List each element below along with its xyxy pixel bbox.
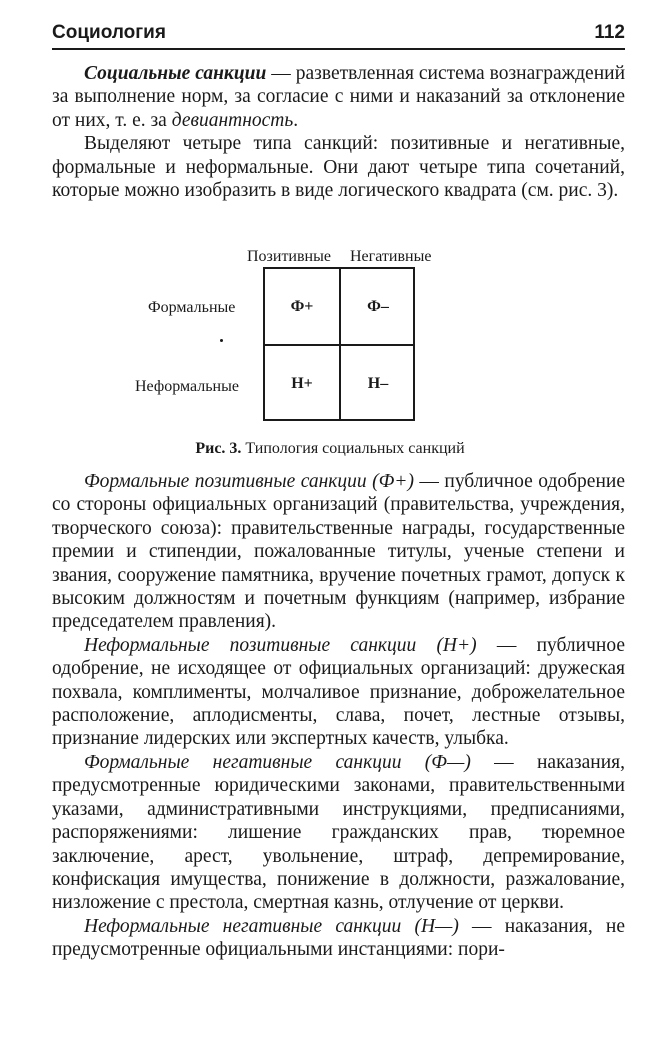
- cell-informal-positive: Н+: [291, 374, 313, 392]
- section-formal-negative: [52, 751, 625, 915]
- term-deviance: девиантность: [171, 109, 294, 131]
- print-speck: [220, 339, 223, 342]
- term-informal-positive: Неформальные позитивные санкции (Н+): [84, 634, 477, 656]
- text-formal-positive: — публичное одобрение со стороны официальных организаций (правительства, учреждения, творческого союза): правительственные награды, государственные премии и стипендии, пожалованные титулы, ученые степени и звания, сооружение памятника, вручение почетных грамот, допуск к высоким должностям и почетным функциям (например, избрание председателем правления).: [52, 471, 625, 633]
- term-social-sanctions: Социальные санкции: [84, 63, 267, 84]
- column-label-positive: Позитивные: [247, 248, 331, 265]
- running-header: [52, 18, 625, 50]
- figure-caption: [100, 440, 560, 458]
- term-informal-negative: Неформальные негативные санкции (Н—): [84, 915, 459, 937]
- caption-text: Типология социальных санкций: [241, 440, 465, 457]
- figure-3: [100, 238, 560, 463]
- row-label-formal: Формальные: [148, 299, 236, 316]
- section-informal-negative: [52, 915, 625, 962]
- cell-formal-negative: Ф–: [367, 297, 389, 315]
- sections-block: [52, 470, 625, 962]
- section-formal-positive: [52, 470, 625, 634]
- header-title: Социология: [52, 22, 166, 43]
- intro-paragraph-2: Выделяют четыре типа санкций: позитивные и негативные, формальные и неформальные. Они дают четыре типа сочетаний, которые можно изобразить в виде логического квадрата (см. рис. 3).: [52, 133, 625, 202]
- sanctions-square: [263, 267, 415, 421]
- term-formal-negative: Формальные негативные санкции (Ф—): [84, 751, 471, 773]
- intro-text-1-end: .: [293, 109, 299, 131]
- column-label-negative: Негативные: [350, 248, 432, 265]
- text-formal-negative: — наказания, предусмотренные юридическими законами, правительственными указами, административными инструкциями, предписаниями, распоряжениями: лишение гражданских прав, тюремное заключение, арест, увольнение, штраф, депремирование, конфискация имущества, понижение в должности, разжалование, низложение с престола, смертная казнь, отлучение от церкви.: [52, 751, 625, 914]
- caption-label: Рис. 3.: [195, 440, 242, 457]
- term-formal-positive: Формальные позитивные санкции (Ф+): [84, 471, 414, 492]
- cell-formal-positive: Ф+: [290, 297, 314, 315]
- page-number: 112: [594, 22, 625, 43]
- text-informal-negative: — наказания, не предусмотренные официальными инстанциями: пори-: [52, 915, 625, 961]
- intro-block: [52, 62, 625, 202]
- intro-paragraph-1: [52, 62, 625, 132]
- intro-text-1: — разветвленная система вознаграждений за выполнение норм, за согласие с ними и наказаний за отклонение от них, т. е. за: [52, 63, 626, 131]
- row-label-informal: Неформальные: [135, 378, 239, 395]
- cell-informal-negative: Н–: [367, 374, 389, 392]
- section-informal-positive: [52, 634, 625, 751]
- text-informal-positive: — публичное одобрение, не исходящее от официальных организаций: дружеская похвала, комплименты, молчаливое признание, доброжелательное расположение, аплодисменты, слава, почет, лестные отзывы, признание лидерских или экспертных качеств, улыбка.: [52, 634, 625, 750]
